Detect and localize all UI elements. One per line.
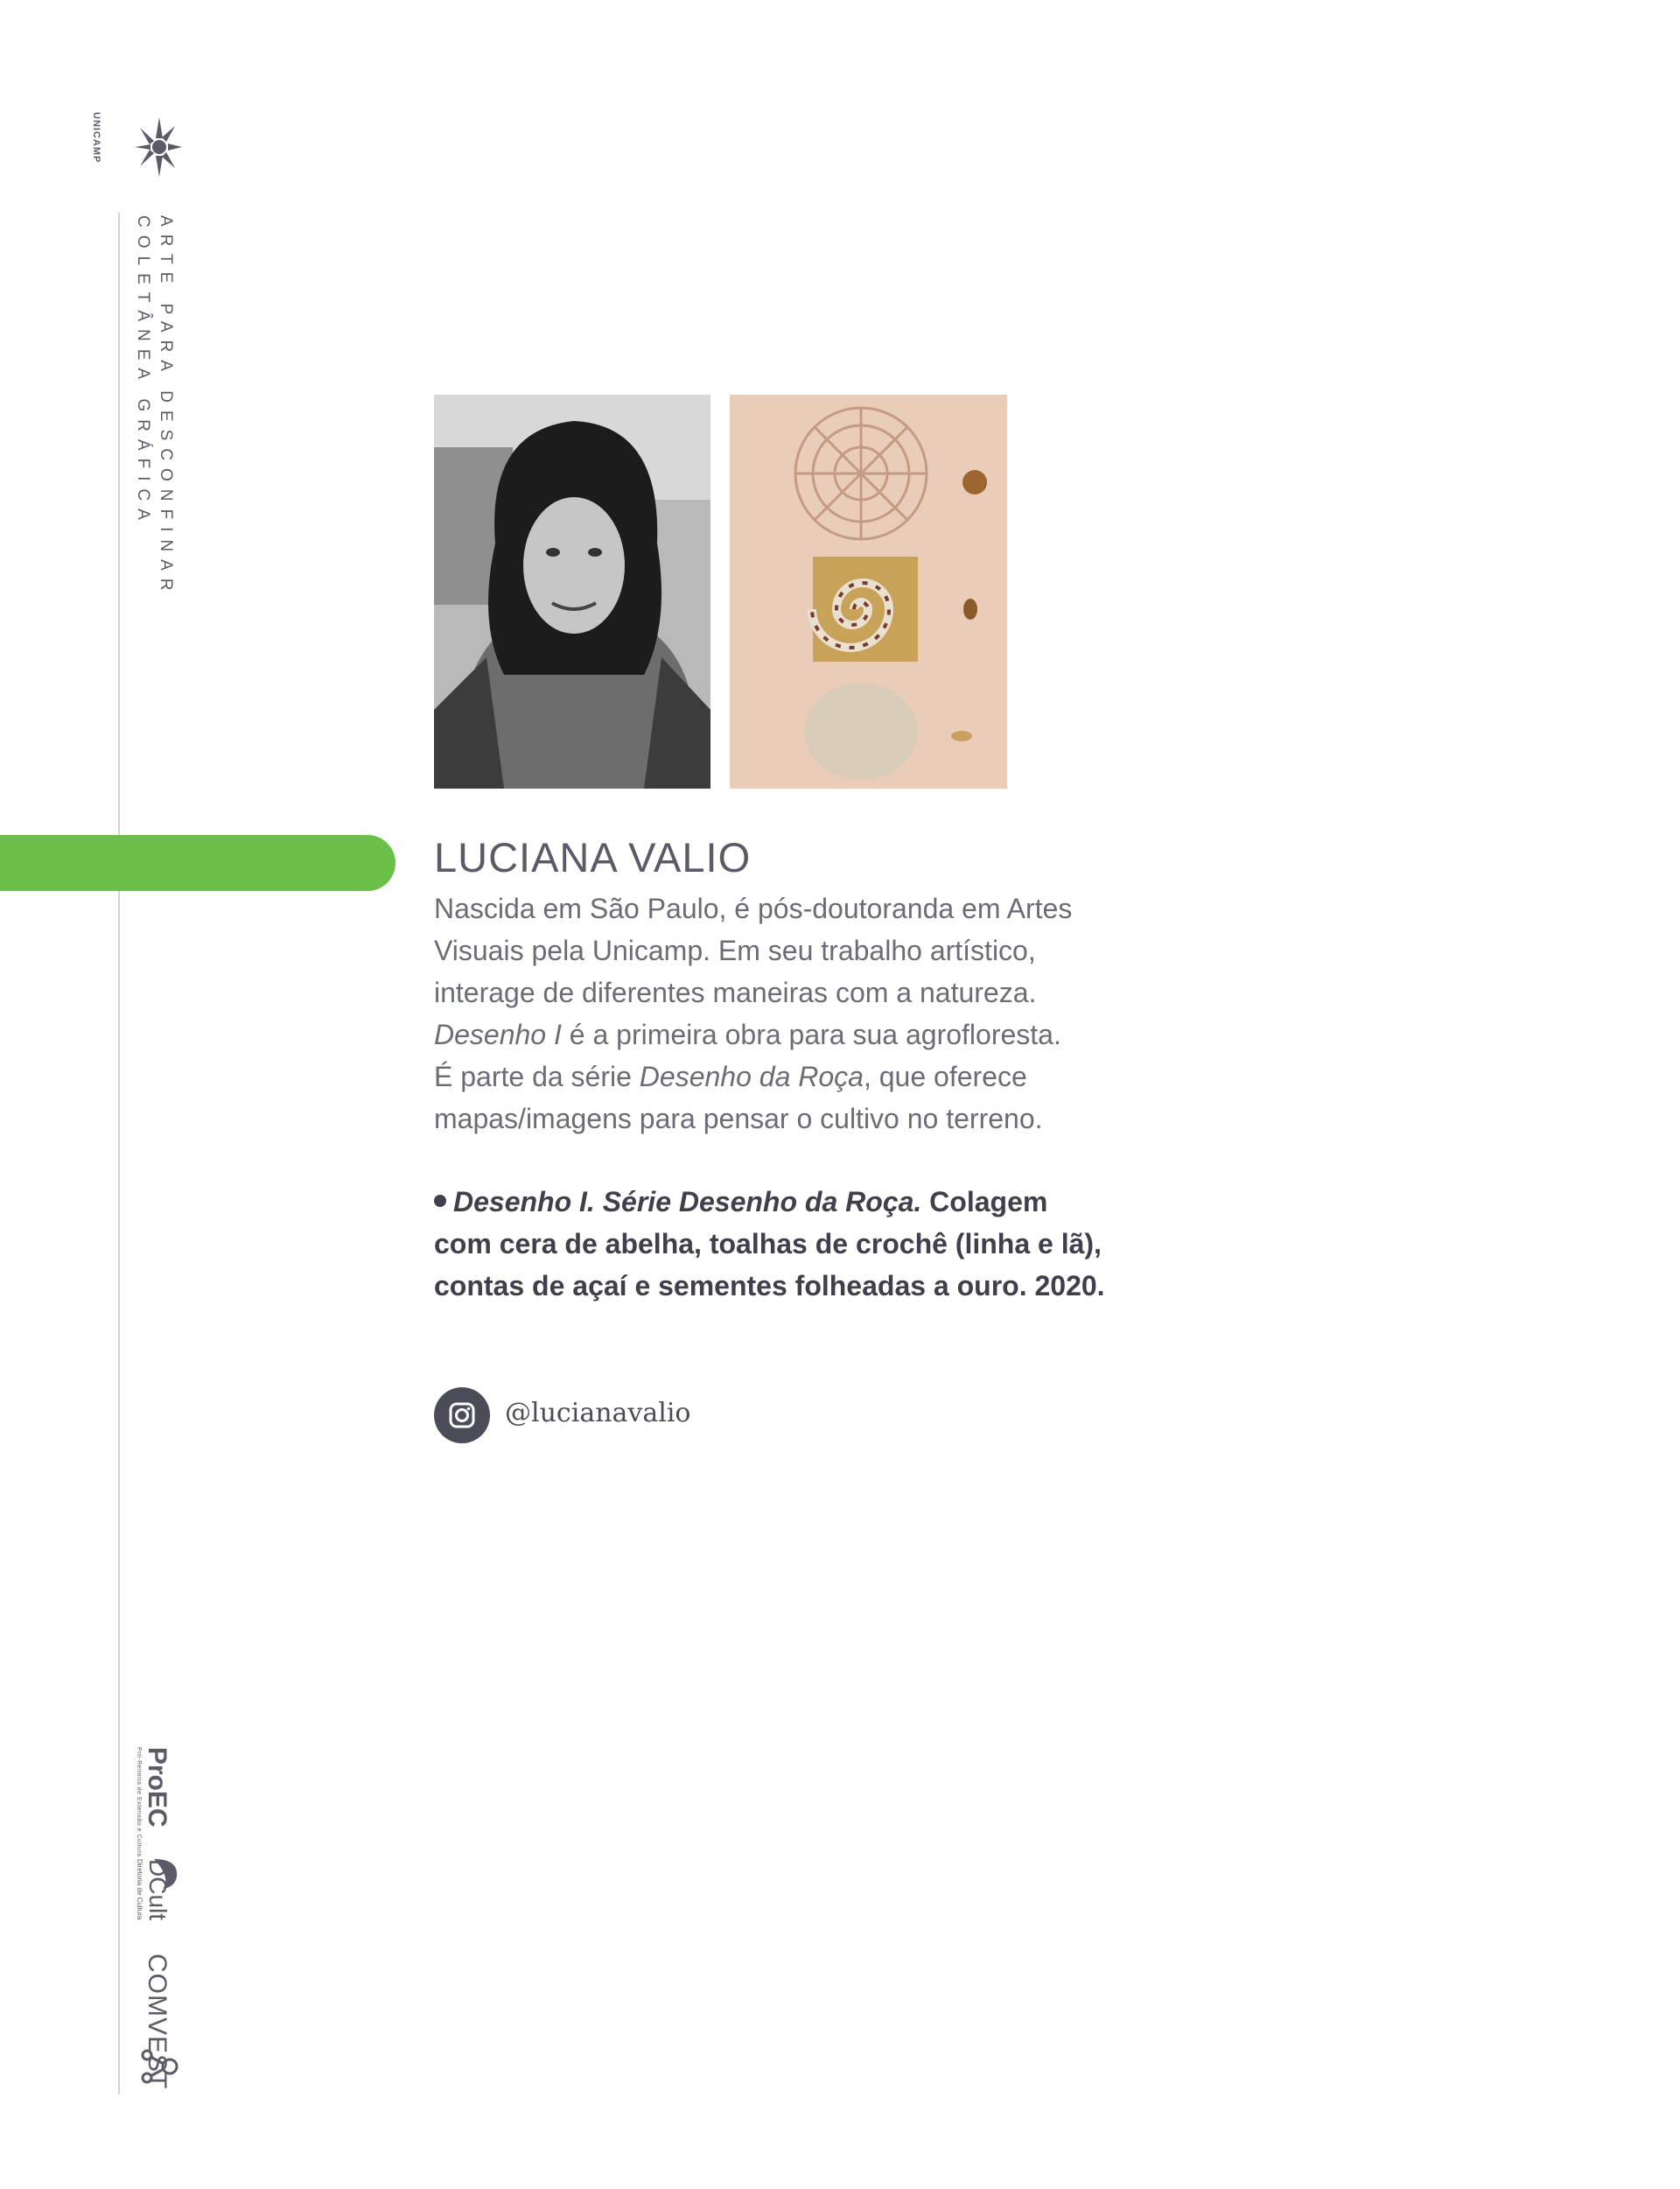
collection-title-line2: COLETÂNEA GRÁFICA (134, 215, 152, 528)
bio-text: , que oferece (863, 1061, 1027, 1092)
bio-line (434, 1014, 1186, 1056)
bio-line: Visuais pela Unicamp. Em seu trabalho artístico, (434, 935, 1036, 966)
dcult-logo-subtext: Diretoria de Cultura (136, 1859, 144, 1920)
caption-line: com cera de abelha, toalhas de crochê (linha e lã), (434, 1228, 1102, 1259)
proec-logo-text: ProEC (143, 1747, 172, 1828)
proec-logo-subtext: Pró-Reitoria de Extensão e Cultura (136, 1747, 142, 1857)
unicamp-logo-icon (114, 112, 184, 182)
artwork-photo (730, 395, 1007, 789)
collection-title-line1: ARTE PARA DESCONFINAR (157, 215, 175, 599)
proec-logo (136, 1747, 172, 1857)
artwork-title-italic: Desenho I (434, 1019, 562, 1050)
series-title-italic: Desenho da Roça (639, 1061, 864, 1092)
caption-line (434, 1181, 1186, 1223)
bio-text: É parte da série (434, 1061, 640, 1092)
artist-name: LUCIANA VALIO (434, 834, 752, 881)
dcult-logo-text: DCult (144, 1859, 172, 1921)
bio-text: é a primeira obra para sua agrofloresta. (561, 1019, 1061, 1050)
portrait-illustration (434, 395, 710, 789)
instagram-handle-link[interactable]: @lucianavalio (505, 1398, 691, 1428)
comvest-logo-icon (138, 2048, 180, 2085)
unicamp-logo-text: UNICAMP (91, 112, 102, 164)
instagram-icon[interactable] (434, 1387, 490, 1443)
caption-title-italic: Desenho I. Série Desenho da Roça. (453, 1186, 922, 1217)
bio-line: mapas/imagens para pensar o cultivo no terreno. (434, 1103, 1043, 1134)
caption-line: contas de açaí e sementes folheadas a ouro. 2020. (434, 1270, 1105, 1301)
caption-text: Colagem (921, 1186, 1048, 1217)
bio-line: interage de diferentes maneiras com a natureza. (434, 977, 1037, 1008)
green-accent-bar (0, 835, 396, 891)
left-vertical-rule (118, 213, 120, 2094)
bullet-icon (434, 1195, 446, 1207)
artwork-illustration (730, 395, 1007, 789)
collection-title (131, 215, 177, 758)
bio-line (434, 1056, 1186, 1098)
artwork-caption (434, 1181, 1186, 1307)
artist-portrait-photo (434, 395, 710, 789)
dcult-logo (136, 1859, 172, 1920)
bio-line: Nascida em São Paulo, é pós-doutoranda em Artes (434, 893, 1073, 924)
artist-bio (434, 888, 1186, 1140)
comvest-logo: COMVEST (143, 1954, 172, 2090)
